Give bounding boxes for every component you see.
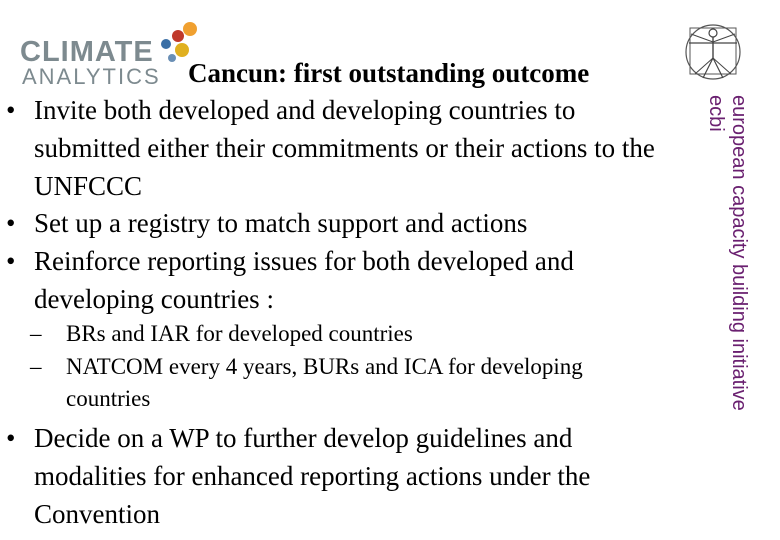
slide-title: Cancun: first outstanding outcome	[188, 58, 590, 88]
bullet-line: modalities for enhanced reporting actions under the	[34, 461, 591, 491]
dash-icon: –	[30, 354, 42, 379]
side-label-line1: european capacity building initiative	[728, 95, 750, 411]
bullet-line: Set up a registry to match support and actions	[34, 208, 528, 238]
vitruvian-man-icon	[683, 16, 743, 94]
logo-line2: ANALYTICS	[22, 64, 161, 89]
ecbi-side-label	[704, 95, 750, 411]
bullet-icon: •	[6, 423, 16, 453]
dash-icon: –	[30, 321, 42, 346]
bullet-icon: •	[6, 246, 16, 276]
bullet-line: developing countries :	[34, 284, 274, 314]
side-label-line2: ecbi	[705, 95, 727, 132]
sub-bullet-line: countries	[66, 386, 151, 411]
sub-bullet-line: NATCOM every 4 years, BURs and ICA for developing	[66, 354, 583, 379]
logo-line1: CLIMATE	[20, 36, 154, 68]
bullet-line: Convention	[34, 499, 160, 529]
bullet-line: Decide on a WP to further develop guidelines and	[34, 423, 573, 453]
bullet-line: submitted either their commitments or their actions to the	[34, 133, 655, 163]
bullet-icon: •	[6, 95, 16, 125]
bullet-line: Reinforce reporting issues for both developed and	[34, 246, 574, 276]
sub-bullet-line: BRs and IAR for developed countries	[66, 321, 413, 346]
bullet-line: Invite both developed and developing countries to	[34, 95, 576, 125]
bullet-icon: •	[6, 208, 16, 238]
climate-analytics-logo	[20, 20, 195, 90]
bullet-line: UNFCCC	[34, 171, 143, 201]
